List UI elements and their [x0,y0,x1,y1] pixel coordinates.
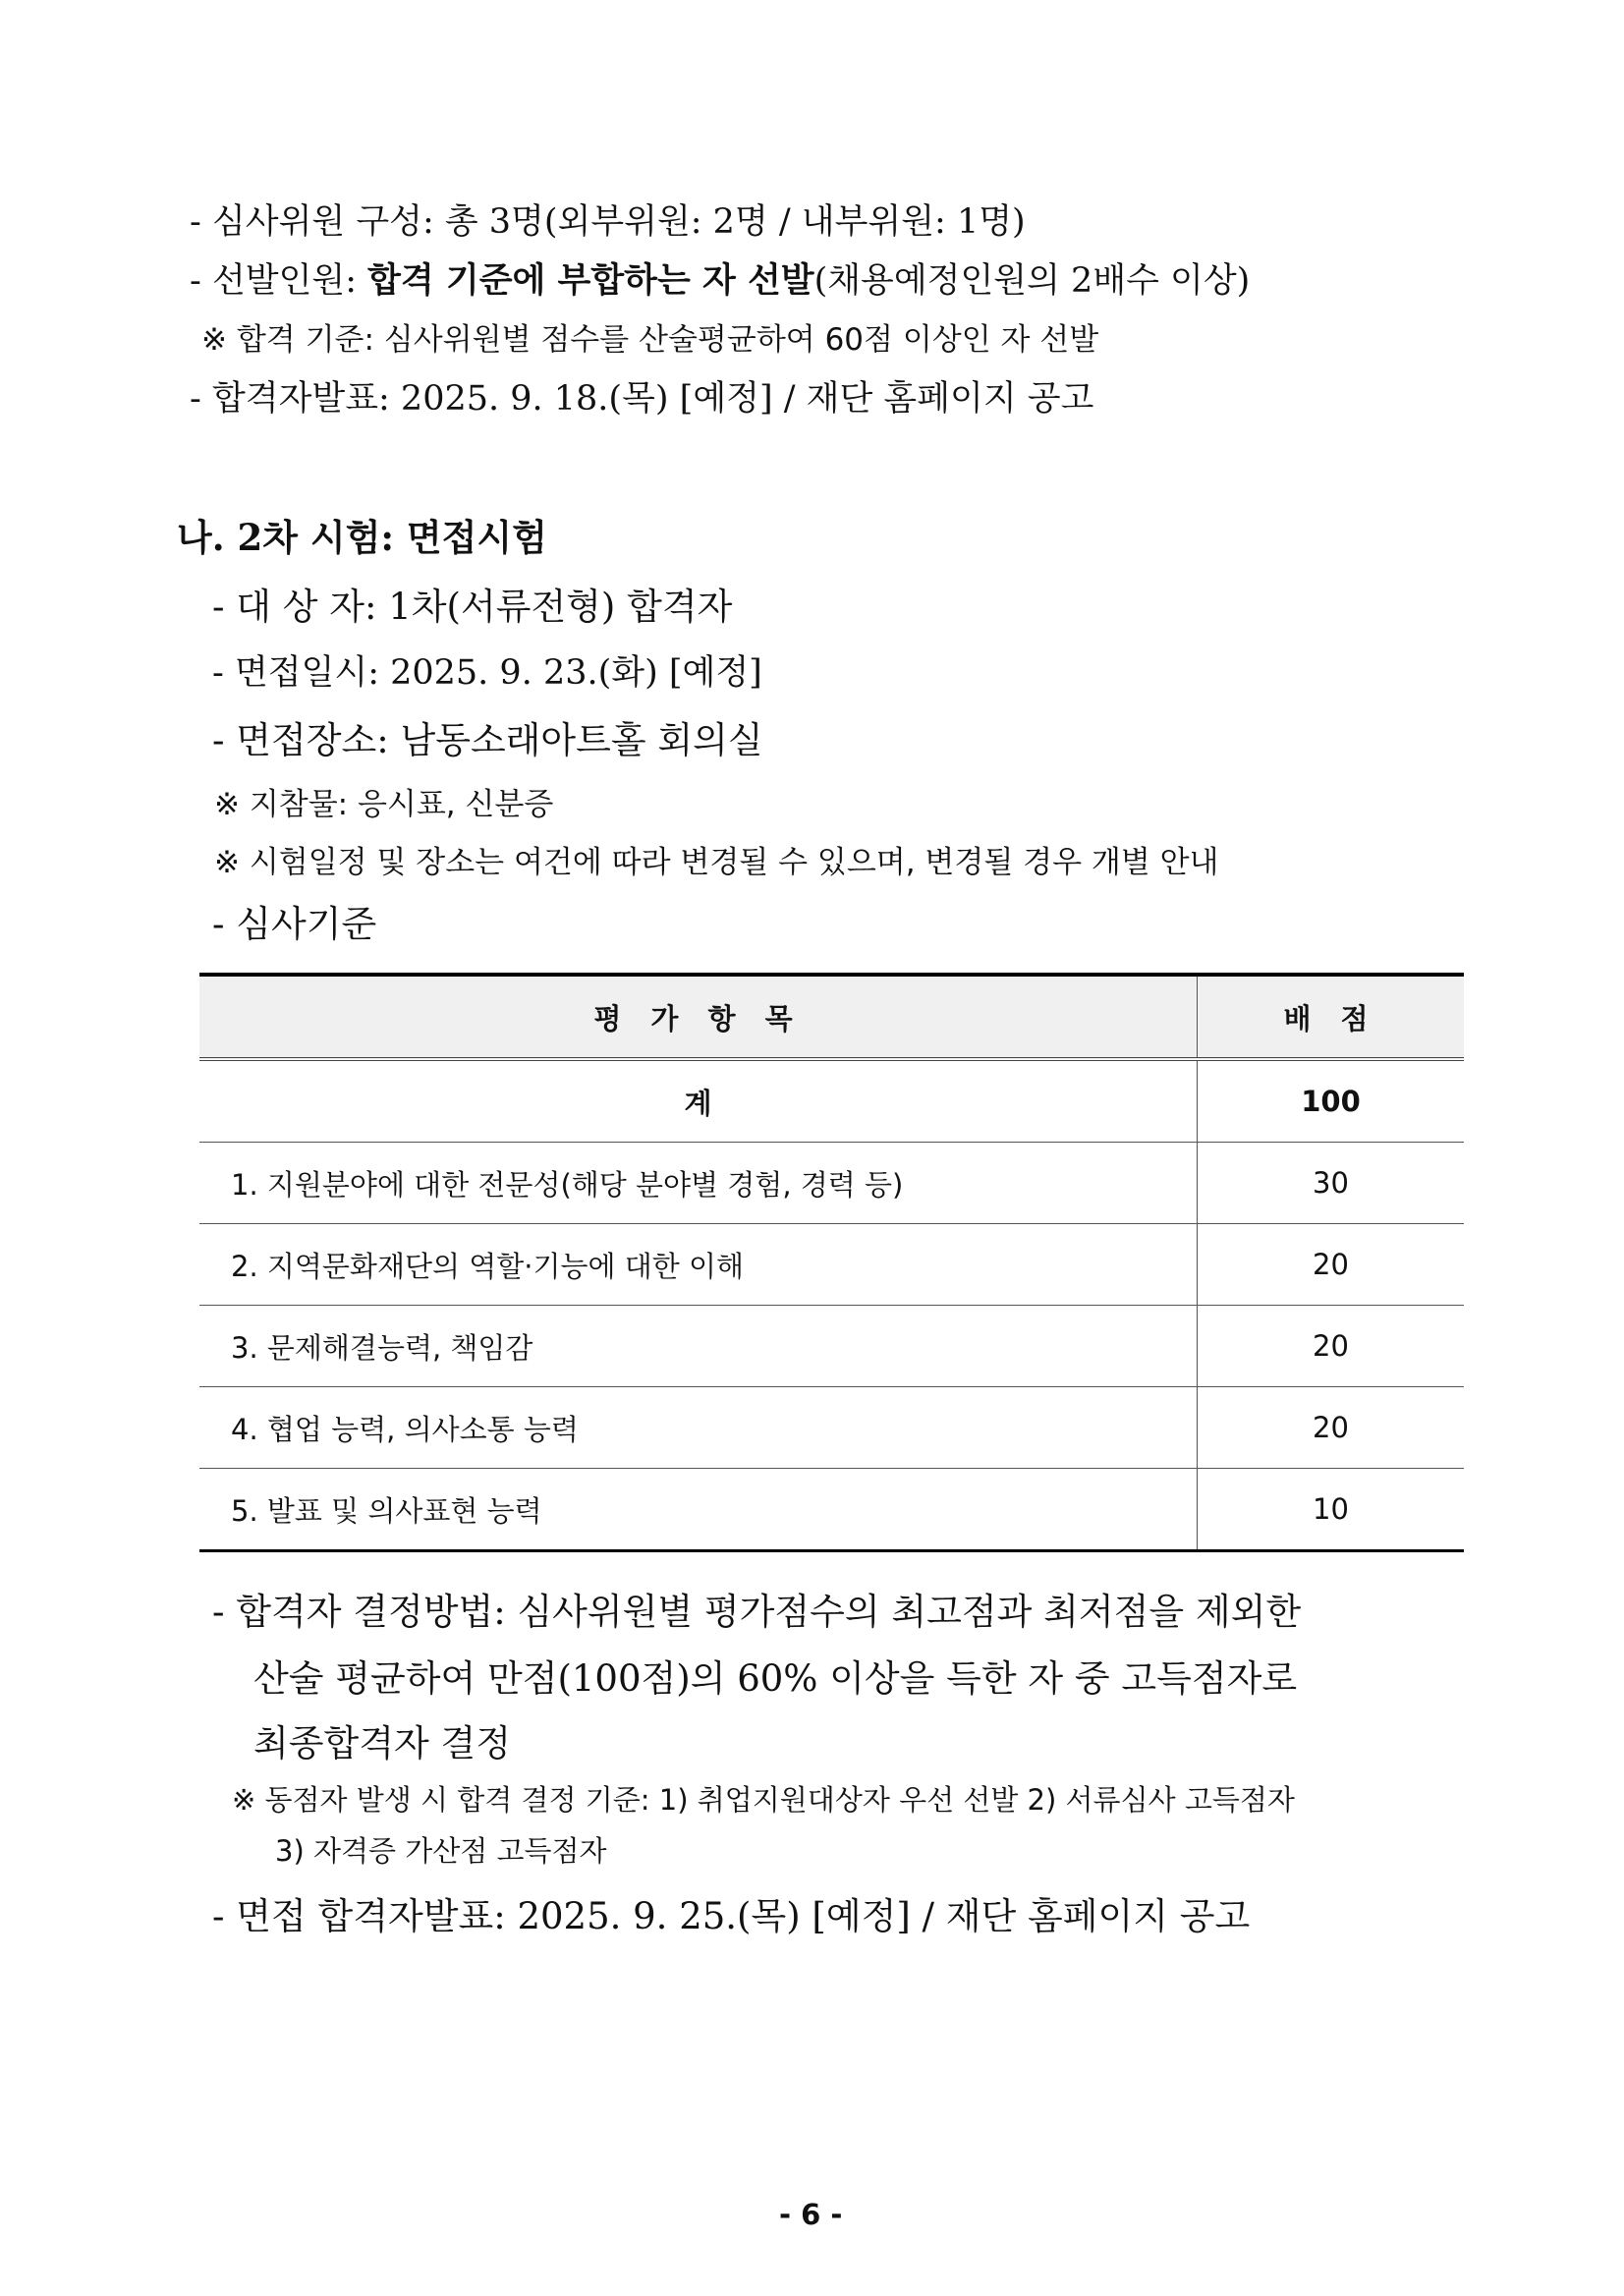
row-item: 1. 지원분야에 대한 전문성(해당 분야별 경험, 경력 등) [199,1143,1198,1224]
interview-datetime: - 면접일시: 2025. 9. 23.(화) [예정] [212,653,762,693]
table-row [199,1469,1464,1551]
total-score: 100 [1198,1059,1465,1143]
row-item: 4. 협업 능력, 의사소통 능력 [199,1387,1198,1469]
first-stage-announcement: - 합격자발표: 2025. 9. 18.(목) [예정] / 재단 홈페이지 공고 [190,379,1094,419]
selection-count [190,253,1250,303]
header-score: 배 점 [1198,975,1465,1059]
row-score: 20 [1198,1224,1465,1306]
row-score: 20 [1198,1306,1465,1387]
table-row [199,1387,1464,1469]
table-row [199,1224,1464,1306]
decision-method-line3: 최종합격자 결정 [253,1722,511,1764]
page-number: - 6 - [779,2198,843,2231]
table-header-row [199,975,1464,1059]
final-announcement: - 면접 합격자발표: 2025. 9. 25.(목) [예정] / 재단 홈페이지 공고 [212,1895,1251,1937]
evaluation-criteria-table [199,973,1464,1552]
items-to-bring-note: ※ 지참물: 응시표, 신분증 [214,787,554,822]
table-row [199,1143,1464,1224]
decision-method-line1: - 합격자 결정방법: 심사위원별 평가점수의 최고점과 최저점을 제외한 [212,1591,1302,1633]
row-item: 3. 문제해결능력, 책임감 [199,1306,1198,1387]
row-score: 20 [1198,1387,1465,1469]
tie-break-note-line2: 3) 자격증 가산점 고득점자 [275,1834,607,1868]
interview-target: - 대 상 자: 1차(서류전형) 합격자 [212,586,733,628]
interview-place: - 면접장소: 남동소래아트홀 회의실 [212,719,763,761]
pass-criteria-note: ※ 합격 기준: 심사위원별 점수를 산술평균하여 60점 이상인 자 선발 [201,322,1099,358]
table-row [199,1306,1464,1387]
committee-composition: - 심사위원 구성: 총 3명(외부위원: 2명 / 내부위원: 1명) [190,202,1026,242]
row-score: 10 [1198,1469,1465,1551]
row-item: 5. 발표 및 의사표현 능력 [199,1469,1198,1551]
row-item: 2. 지역문화재단의 역할·기능에 대한 이해 [199,1224,1198,1306]
decision-method-line2: 산술 평균하여 만점(100점)의 60% 이상을 득한 자 중 고득점자로 [253,1657,1298,1700]
schedule-change-note: ※ 시험일정 및 장소는 여건에 따라 변경될 수 있으며, 변경될 경우 개별 안내 [214,845,1219,880]
selection-prefix: - 선발인원: [190,261,368,301]
tie-break-note-line1: ※ 동점자 발생 시 합격 결정 기준: 1) 취업지원대상자 우선 선발 2) 서류심사 고득점자 [232,1783,1295,1817]
row-score: 30 [1198,1143,1465,1224]
section-heading: 나. 2차 시험: 면접시험 [177,516,547,559]
selection-suffix: (채용예정인원의 2배수 이상) [813,261,1251,301]
criteria-label: - 심사기준 [212,903,377,945]
header-item: 평 가 항 목 [199,975,1198,1059]
total-label: 계 [199,1059,1198,1143]
total-row [199,1059,1464,1143]
selection-bold: 합격 기준에 부합하는 자 선발 [367,260,814,301]
